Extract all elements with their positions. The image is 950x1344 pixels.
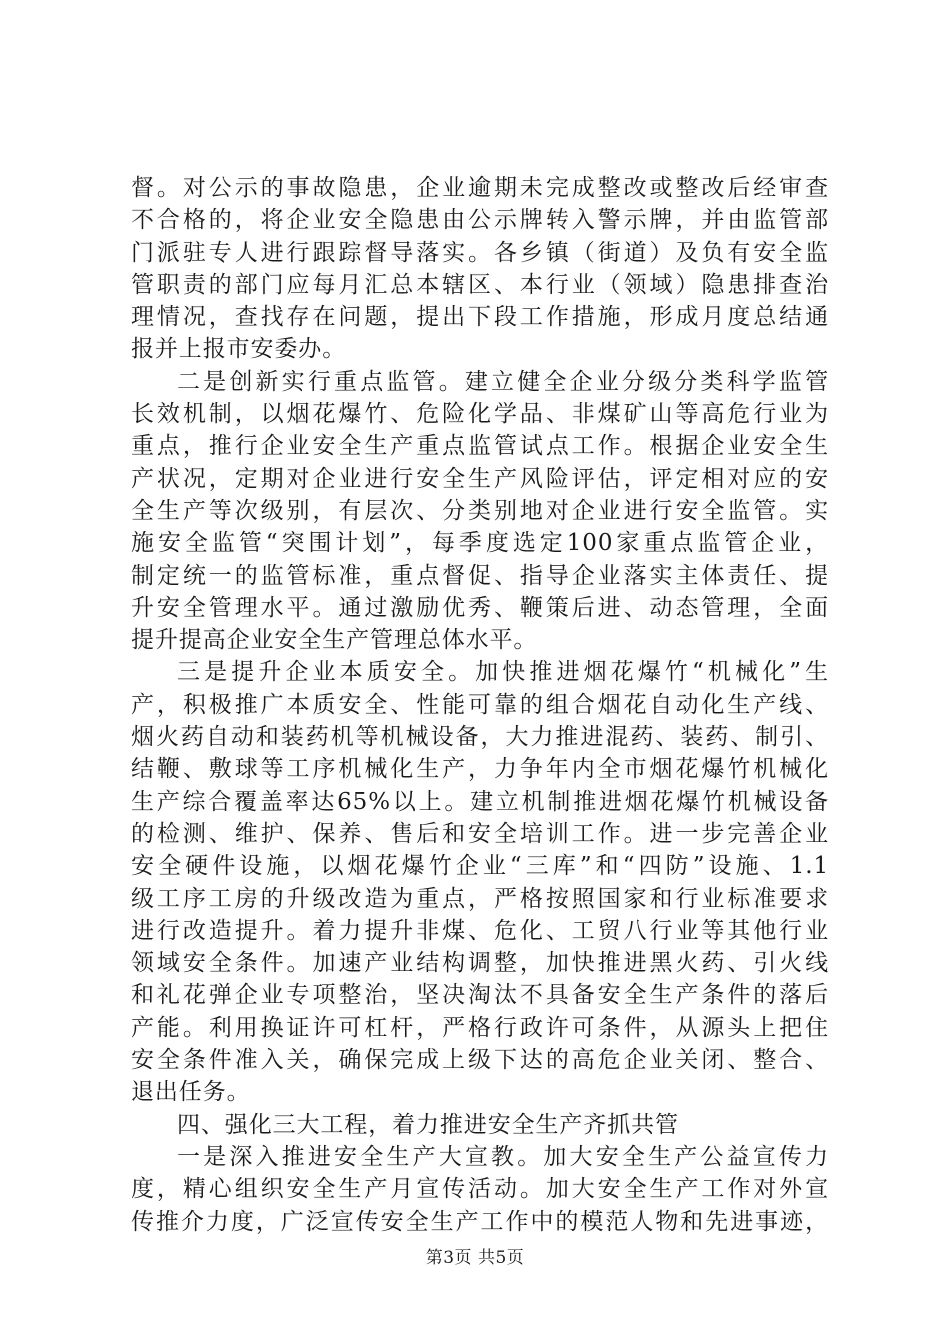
text-line: 长效机制，以烟花爆竹、危险化学品、非煤矿山等高危行业为 <box>131 401 829 428</box>
text-line: 安全条件准入关，确保完成上级下达的高危企业关闭、整合、 <box>131 1047 829 1074</box>
text-line: 烟火药自动和装药机等机械设备，大力推进混药、装药、制引、 <box>131 724 829 751</box>
text-line: 管职责的部门应每月汇总本辖区、本行业（领域）隐患排查治 <box>131 271 829 298</box>
text-line: 的检测、维护、保养、售后和安全培训工作。进一步完善企业 <box>131 820 829 847</box>
text-line: 级工序工房的升级改造为重点，严格按照国家和行业标准要求 <box>131 885 829 912</box>
text-line: 进行改造提升。着力提升非煤、危化、工贸八行业等其他行业 <box>131 917 829 944</box>
text-line: 生产综合覆盖率达65%以上。建立机制推进烟花爆竹机械设备 <box>131 788 829 815</box>
text-line: 督。对公示的事故隐患，企业逾期未完成整改或整改后经审查 <box>131 175 829 201</box>
text-line: 提升提高企业安全生产管理总体水平。 <box>131 627 538 654</box>
text-line: 不合格的，将企业安全隐患由公示牌转入警示牌，并由监管部 <box>131 207 829 234</box>
paragraph-first-line: 二是创新实行重点监管。建立健全企业分级分类科学监管 <box>177 368 829 395</box>
paragraph-first-line: 三是提升企业本质安全。加快推进烟花爆竹“机械化”生 <box>177 659 829 686</box>
text-line: 产状况，定期对企业进行安全生产风险评估，评定相对应的安 <box>131 465 829 492</box>
page-number-footer: 第3页 共5页 <box>425 1248 525 1268</box>
text-line: 升安全管理水平。通过激励优秀、鞭策后进、动态管理，全面 <box>131 594 829 621</box>
text-line: 度，精心组织安全生产月宣传活动。加大安全生产工作对外宣 <box>131 1176 829 1203</box>
document-body <box>131 172 829 1238</box>
text-line: 门派驻专人进行跟踪督导落实。各乡镇（街道）及负有安全监 <box>131 239 829 266</box>
text-line: 结鞭、敷球等工序机械化生产，力争年内全市烟花爆竹机械化 <box>131 756 829 783</box>
text-line: 报并上报市安委办。 <box>131 336 347 363</box>
text-line: 领域安全条件。加速产业结构调整，加快推进黑火药、引火线 <box>131 950 829 977</box>
text-line: 和礼花弹企业专项整治，坚决淘汰不具备安全生产条件的落后 <box>131 982 829 1009</box>
text-line: 制定统一的监管标准，重点督促、指导企业落实主体责任、提 <box>131 562 829 589</box>
text-line: 理情况，查找存在问题，提出下段工作措施，形成月度总结通 <box>131 304 829 331</box>
text-line: 产能。利用换证许可杠杆，严格行政许可条件，从源头上把住 <box>131 1014 829 1041</box>
section-heading: 四、强化三大工程，着力推进安全生产齐抓共管 <box>177 1111 679 1138</box>
text-line: 重点，推行企业安全生产重点监管试点工作。根据企业安全生 <box>131 433 829 460</box>
text-line: 全生产等次级别，有层次、分类别地对企业进行安全监管。实 <box>131 497 829 524</box>
text-line: 施安全监管“突围计划”，每季度选定100家重点监管企业， <box>131 530 829 557</box>
paragraph-first-line: 一是深入推进安全生产大宣教。加大安全生产公益宣传力 <box>177 1143 829 1170</box>
text-line: 安全硬件设施，以烟花爆竹企业“三库”和“四防”设施、1.1 <box>131 853 829 880</box>
text-line: 退出任务。 <box>131 1079 251 1106</box>
text-line: 产，积极推广本质安全、性能可靠的组合烟花自动化生产线、 <box>131 691 829 718</box>
text-line: 传推介力度，广泛宣传安全生产工作中的模范人物和先进事迹， <box>131 1208 829 1235</box>
